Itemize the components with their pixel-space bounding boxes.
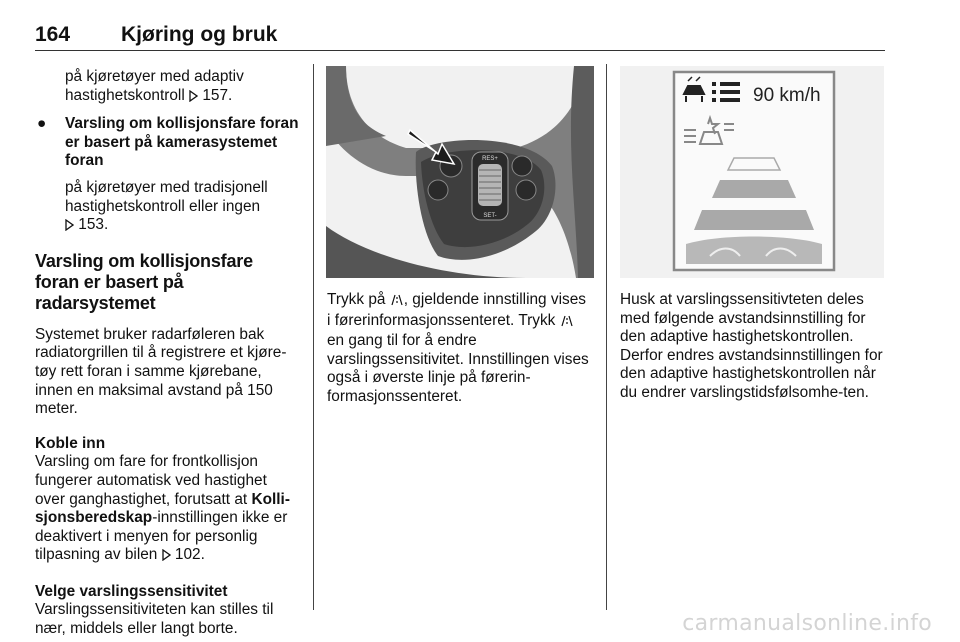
subheading-velge: Velge varslingssensitivitet [35,582,228,600]
bullet-heading: Varsling om kollisjonsfare foran er basert på kamerasystemet foran [65,115,299,170]
bullet-body-text: på kjøretøyer med tradisjonell hastighetskontroll eller ingen [65,178,268,215]
watermark: carmanualsonline.info [682,611,932,636]
wheel-label-res: RES+ [482,156,498,162]
middle-text-a: Trykk på [327,291,386,308]
bullet-item-camera [35,115,301,237]
chapter-title: Kjøring og bruk [121,23,278,46]
koble-text-a: Varsling om fare for frontkollisjon fungerer automatisk ved hastighet over ganghastighet, forutsatt at [35,453,267,508]
intro-line-a: på kjøretøyer med adaptiv [65,68,244,85]
page-number: 164 [35,23,71,46]
column-right [620,291,890,403]
column-divider-left [313,64,314,610]
page-ref-arrow-icon [65,218,74,237]
middle-text-c: en gang til for å endre varslingssensitivitet. Innstillingen vises også i øverste linje på førerin-formasjonssenteret. [327,332,589,405]
middle-text-b: , gjeldende innstilling vises i førerinformasjonssenteret. Trykk [327,291,586,329]
page-header [35,20,885,51]
intro-line-b: hastighetskontroll [65,86,185,104]
distance-button-icon [390,293,404,312]
bullet-body [65,179,301,237]
radar-paragraph: Systemet bruker radarføleren bak radiatorgrillen til å registrere et kjøre-tøy rett foran i samme kjørebane, innen en maksimal avstand på 150 meter. [35,325,287,418]
page-ref-102[interactable]: 102. [174,546,205,564]
distance-level-3 [694,210,814,230]
koble-bold-term: Kolli-sjonsberedskap [35,490,290,527]
subheading-koble-inn: Koble inn [35,434,106,452]
column-middle [327,291,592,407]
steering-wheel-figure [326,66,594,278]
velge-paragraph: Varslingssensitiviteten kan stilles til nær, middels eller langt borte. [35,601,274,638]
distance-button-icon [560,314,574,333]
right-paragraph: Husk at varslingssensitivteten deles med følgende avstandsinnstilling for den adaptive hastighetskontrollen. Derfor endres avstandsinnstillingen for den adaptive hastighetskontrollen når du endrer varslingstidsfølsomhe-ten. [620,291,883,401]
page-ref-arrow-icon [189,89,198,108]
middle-paragraph [327,291,592,407]
column-left [35,68,301,639]
intro-text [35,68,301,107]
display-speed: 90 km/h [753,85,821,106]
bullet-dot: ● [37,115,47,133]
koble-text-b: -innstillingen ikke er deaktivert i menyen for personlig tilpasning av bilen [35,509,288,564]
page-ref-153[interactable]: 153. [78,216,109,234]
info-display-figure [620,66,884,278]
koble-paragraph [35,453,301,567]
page-ref-157[interactable]: 157. [202,86,233,104]
section-heading-radar: Varsling om kollisjonsfare foran er basert på radarsystemet [35,250,253,313]
distance-level-2 [712,180,796,198]
wheel-label-set: SET- [483,213,497,219]
column-divider-right [606,64,607,610]
page-ref-arrow-icon [162,548,171,567]
own-car-hood [686,237,822,265]
